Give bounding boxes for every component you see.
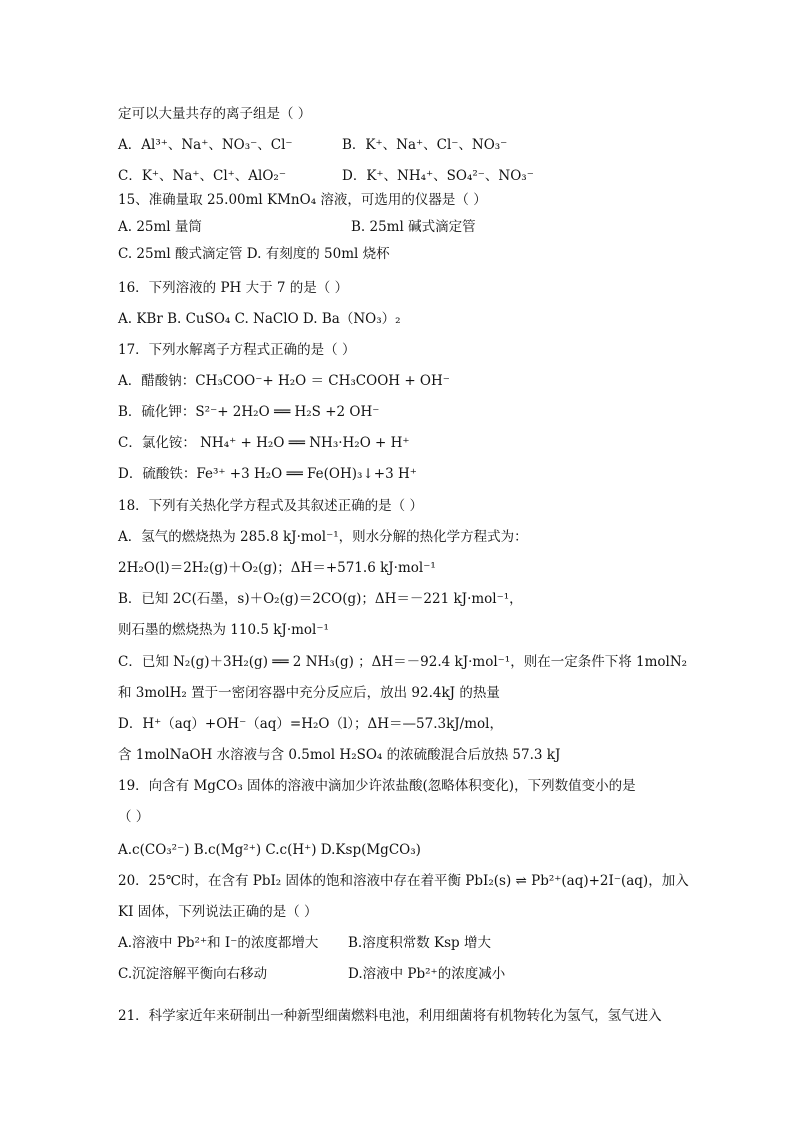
- option-a: A．氢气的燃烧热为 285.8 kJ·mol⁻¹，则水分解的热化学方程式为：: [118, 529, 528, 545]
- question-15: 15、准确量取 25.00ml KMnO₄ 溶液，可选用的仪器是（ ）: [118, 192, 487, 208]
- option-d: D．K⁺、NH₄⁺、SO₄²⁻、NO₃⁻: [342, 168, 534, 184]
- option-a: A. 25ml 量筒: [118, 219, 202, 235]
- option-row: A. KBr B. CuSO₄ C. NaClO D. Ba（NO₃）₂: [118, 311, 401, 327]
- question-18: 18．下列有关热化学方程式及其叙述正确的是（ ）: [118, 498, 423, 514]
- question-17: 17．下列水解离子方程式正确的是（ ）: [118, 342, 356, 358]
- option-c: C．氯化铵： NH₄⁺ + H₂O ══ NH₃·H₂O + H⁺: [118, 435, 410, 451]
- text-line: KI 固体，下列说法正确的是（ ）: [118, 904, 318, 920]
- option-d: D．H⁺（aq）+OH⁻（aq）=H₂O（l）；ΔH＝—57.3kJ/mol，: [118, 716, 503, 732]
- option-row: [118, 166, 686, 186]
- question-19: 19．向含有 MgCO₃ 固体的溶液中滴加少许浓盐酸(忽略体积变化)，下列数值变小的是: [118, 778, 636, 794]
- option-a: A．醋酸钠：CH₃COO⁻+ H₂O ＝ CH₃COOH + OH⁻: [118, 373, 450, 389]
- question-16: 16．下列溶液的 PH 大于 7 的是（ ）: [118, 280, 349, 296]
- option-row: [118, 135, 686, 155]
- text-line: 和 3molH₂ 置于一密闭容器中充分反应后，放出 92.4kJ 的热量: [118, 685, 500, 701]
- option-b: B．硫化钾：S²⁻+ 2H₂O ══ H₂S +2 OH⁻: [118, 404, 380, 420]
- option-d: D．硫酸铁：Fe³⁺ +3 H₂O ══ Fe(OH)₃↓+3 H⁺: [118, 466, 417, 482]
- text-line: 则石墨的燃烧热为 110.5 kJ·mol⁻¹: [118, 622, 329, 638]
- text-line: 定可以大量共存的离子组是（ ）: [118, 106, 312, 122]
- option-c: C．已知 N₂(g)＋3H₂(g) ══ 2 NH₃(g) ；ΔH＝－92.4 kJ·mol⁻¹，则在一定条件下将 1molN₂: [118, 654, 688, 670]
- option-row: A.c(CO₃²⁻) B.c(Mg²⁺) C.c(H⁺) D.Ksp(MgCO₃): [118, 842, 421, 858]
- option-b: B.溶度积常数 Ksp 增大: [348, 935, 491, 951]
- question-21: 21．科学家近年来研制出一种新型细菌燃料电池，利用细菌将有机物转化为氢气，氢气进入: [118, 1008, 662, 1024]
- option-d: D.溶液中 Pb²⁺的浓度减小: [348, 966, 506, 982]
- option-row: [118, 217, 686, 237]
- option-b: B. 25ml 碱式滴定管: [351, 219, 476, 235]
- option-row: C. 25ml 酸式滴定管 D. 有刻度的 50ml 烧杯: [118, 246, 390, 262]
- option-row: [118, 964, 686, 984]
- option-a: A.溶液中 Pb²⁺和 I⁻的浓度都增大: [118, 935, 319, 951]
- option-c: C．K⁺、Na⁺、Cl⁺、AlO₂⁻: [118, 168, 286, 184]
- option-c: C.沉淀溶解平衡向右移动: [118, 966, 268, 982]
- question-20: 20．25℃时，在含有 PbI₂ 固体的饱和溶液中存在着平衡 PbI₂(s) ⇌ Pb²⁺(aq)+2I⁻(aq)，加入: [118, 873, 689, 889]
- option-b: B．已知 2C(石墨，s)＋O₂(g)＝2CO(g)；ΔH＝－221 kJ·mol⁻¹，: [118, 591, 523, 607]
- text-line: 含 1molNaOH 水溶液与含 0.5mol H₂SO₄ 的浓硫酸混合后放热 57.3 kJ: [118, 747, 561, 763]
- equation-line: 2H₂O(l)＝2H₂(g)＋O₂(g)；ΔH＝+571.6 kJ·mol⁻¹: [118, 560, 436, 576]
- option-a: A．Al³⁺、Na⁺、NO₃⁻、Cl⁻: [118, 137, 293, 153]
- option-b: B．K⁺、Na⁺、Cl⁻、NO₃⁻: [342, 137, 508, 153]
- answer-blank: （ ）: [118, 809, 150, 825]
- option-row: [118, 933, 686, 953]
